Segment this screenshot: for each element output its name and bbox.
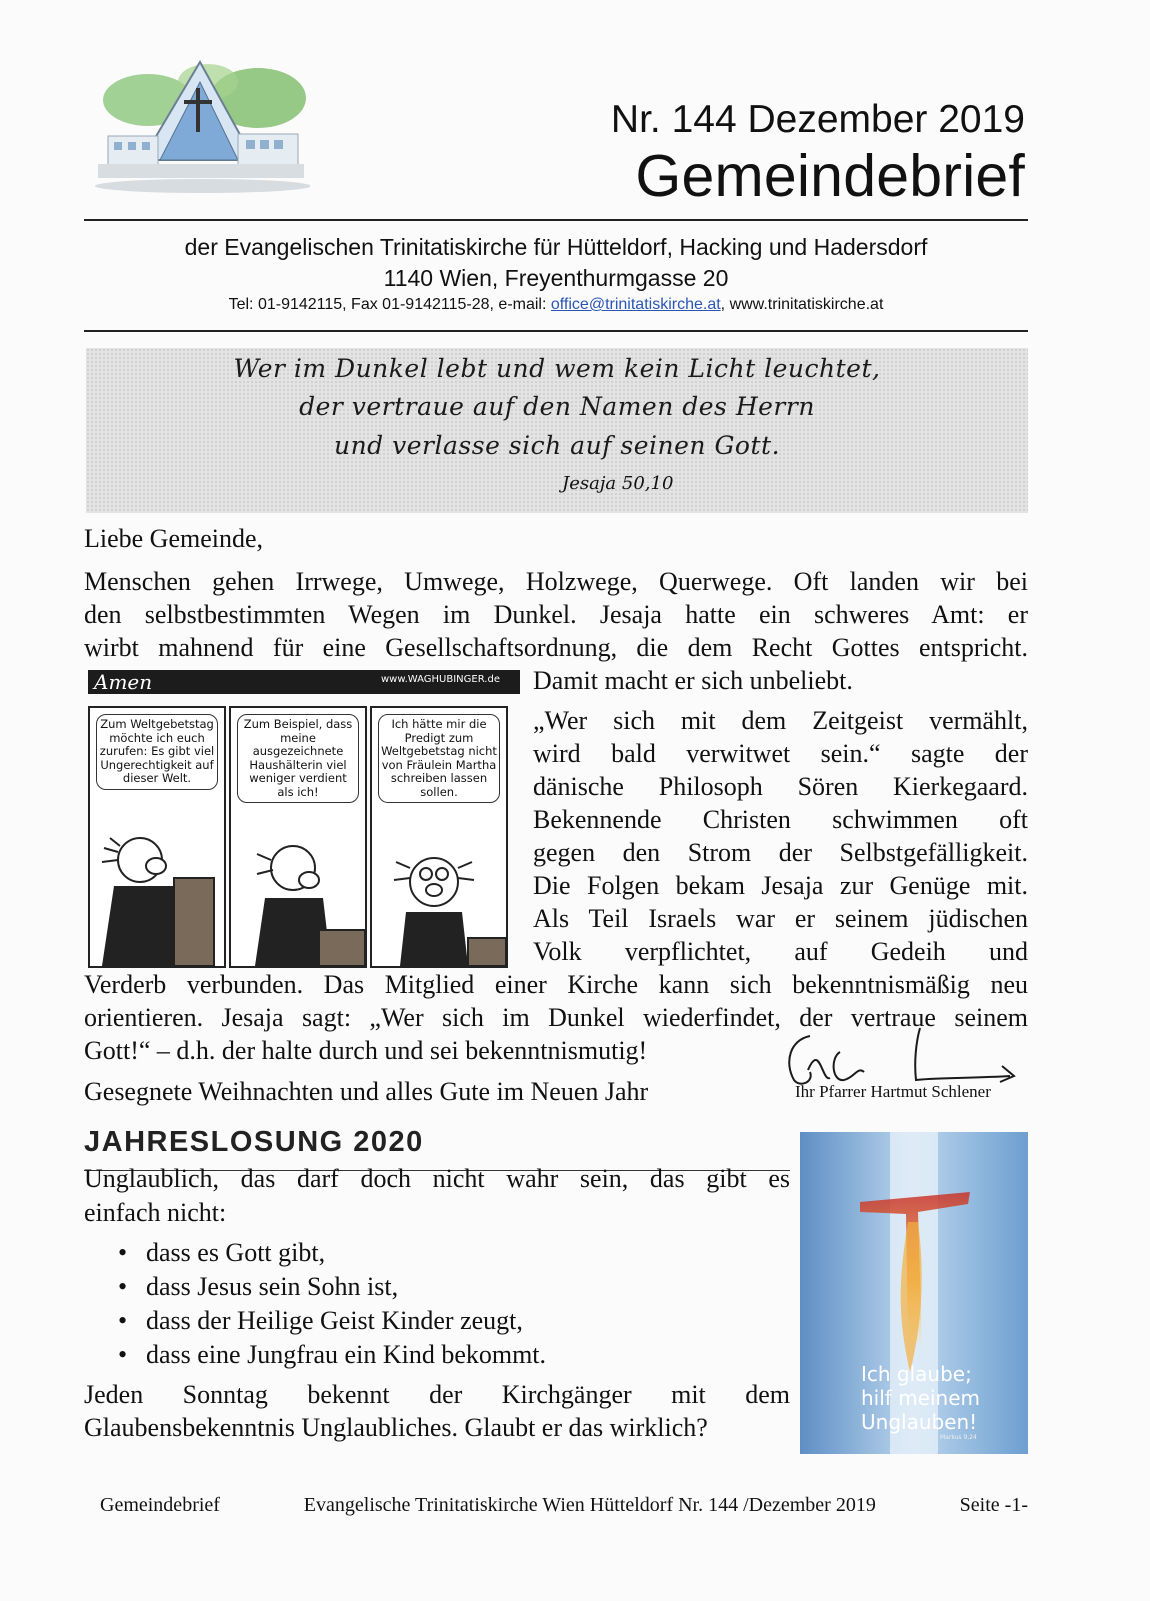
- closing-line: Gesegnete Weihnachten und alles Gute im Neuen Jahr: [84, 1077, 649, 1106]
- issue-number: Nr. 144 Dezember 2019: [610, 98, 1025, 141]
- comic-logo: Amen: [94, 670, 153, 694]
- comic-url: www.WAGHUBINGER.de: [380, 674, 500, 685]
- organization-name: der Evangelischen Trinitatiskirche für Hütteldorf, Hacking und Hadersdorf: [184, 234, 928, 260]
- email-link[interactable]: office@trinitatiskirche.at: [550, 296, 721, 313]
- jahreslosung-card-image: [800, 1132, 1028, 1454]
- card-reference: Markus 9,24: [940, 1434, 977, 1441]
- contact-prefix: Tel: 01-9142115, Fax 01-9142115-28, e-mail:: [228, 296, 551, 313]
- list-item: • dass eine Jungfrau ein Kind bekommt.: [116, 1338, 546, 1372]
- pastor-figure-icon: [90, 808, 224, 966]
- church-illustration: [88, 60, 310, 200]
- header-rule-bottom: [84, 330, 1028, 332]
- letter-right-line-8: Volk verpflichtet, auf Gedeih und: [533, 937, 1028, 966]
- letter-line-3: wirbt mahnend für eine Gesellschaftsordnung, die dem Recht Gottes entspricht.: [84, 633, 1028, 662]
- comic-header-bar: [88, 670, 520, 694]
- page-footer: [84, 1494, 1028, 1517]
- jahreslosung-heading: JAHRESLOSUNG 2020: [84, 1126, 424, 1158]
- salutation: Liebe Gemeinde,: [84, 524, 264, 553]
- jahreslosung-outro-2: Glaubensbekenntnis Unglaubliches. Glaubt er das wirklich?: [84, 1413, 708, 1442]
- letter-right-line-5: gegen den Strom der Selbstgefälligkeit.: [533, 838, 1028, 867]
- card-caption: [861, 1362, 980, 1434]
- comic-panel-2: [229, 706, 367, 968]
- address: 1140 Wien, Freyenthurmgasse 20: [383, 265, 729, 291]
- letter-line-2: den selbstbestimmten Wegen im Dunkel. Jesaja hatte ein schweres Amt: er: [84, 600, 1028, 629]
- header-rule-top: [84, 219, 1028, 221]
- pastor-thinking-icon: [372, 808, 506, 966]
- speech-bubble-1: Zum Weltgebetstag möchte ich euch zurufen: Es gibt viel Ungerechtigkeit auf dieser Welt.: [96, 714, 218, 790]
- letter-line-4: Damit macht er sich unbeliebt.: [533, 666, 853, 695]
- contact-line: [84, 296, 1028, 314]
- quote-line-1: Wer im Dunkel lebt und wem kein Licht leuchtet,: [233, 354, 881, 383]
- list-item: • dass es Gott gibt,: [116, 1236, 546, 1270]
- letter-bottom-line-2: orientieren. Jesaja sagt: „Wer sich im Dunkel wiederfindet, der vertraue seinem: [84, 1003, 1028, 1032]
- footer-left: Gemeindebrief: [100, 1494, 220, 1516]
- jahreslosung-bullet-list: [116, 1236, 546, 1372]
- thought-bubble-3: Ich hätte mir die Predigt zum Weltgebetstag nicht von Fräulein Martha schreiben lassen sollen.: [378, 714, 500, 803]
- jahreslosung-intro-2: einfach nicht:: [84, 1198, 227, 1227]
- list-item: • dass Jesus sein Sohn ist,: [116, 1270, 546, 1304]
- jahreslosung-outro-1: Jeden Sonntag bekennt der Kirchgänger mit dem: [84, 1380, 790, 1409]
- letter-line-1: Menschen gehen Irrwege, Umwege, Holzwege, Querwege. Oft landen wir bei: [84, 567, 1028, 596]
- letter-right-line-2: wird bald verwitwet sein.“ sagte der: [533, 739, 1028, 768]
- letter-right-line-4: Bekennende Christen schwimmen oft: [533, 805, 1028, 834]
- comic-panel-1: [88, 706, 226, 968]
- quote-line-3: und verlasse sich auf seinen Gott.: [333, 431, 781, 460]
- comic-strip: [88, 670, 520, 970]
- card-caption-line-3: Unglauben!: [861, 1410, 978, 1434]
- speech-bubble-2: Zum Beispiel, dass meine ausgezeichnete Haushälterin viel weniger verdient als ich!: [237, 714, 359, 803]
- letter-bottom-line-1: Verderb verbunden. Das Mitglied einer Kirche kann sich bekenntnismäßig neu: [84, 970, 1028, 999]
- letter-right-line-6: Die Folgen bekam Jesaja zur Genüge mit.: [533, 871, 1028, 900]
- contact-suffix: , www.trinitatiskirche.at: [720, 296, 884, 313]
- letter-bottom-line-3: Gott!“ – d.h. der halte durch und sei bekenntnismutig!: [84, 1036, 648, 1065]
- letter-right-line-7: Als Teil Israels war er seinem jüdischen: [533, 904, 1028, 933]
- letter-right-line-1: „Wer sich mit dem Zeitgeist vermählt,: [533, 706, 1028, 735]
- card-caption-line-1: Ich glaube;: [861, 1362, 972, 1386]
- pastor-writing-icon: [231, 808, 365, 966]
- card-caption-line-2: hilf meinem: [861, 1386, 980, 1410]
- signature-name: Ihr Pfarrer Hartmut Schlener: [795, 1082, 991, 1101]
- newsletter-title: Gemeindebrief: [635, 143, 1025, 209]
- jahreslosung-intro-1: Unglaublich, das darf doch nicht wahr sein, das gibt es: [84, 1164, 790, 1193]
- letter-right-line-3: dänische Philosoph Sören Kierkegaard.: [533, 772, 1028, 801]
- quote-line-2: der vertraue auf den Namen des Herrn: [299, 392, 815, 421]
- bible-quote-box: [86, 348, 1028, 513]
- footer-center: Evangelische Trinitatiskirche Wien Hütteldorf Nr. 144 /Dezember 2019: [303, 1494, 876, 1516]
- quote-reference: Jesaja 50,10: [562, 473, 674, 494]
- comic-panel-3: [370, 706, 508, 968]
- footer-page-number: Seite -1-: [959, 1494, 1028, 1516]
- list-item: • dass der Heilige Geist Kinder zeugt,: [116, 1304, 546, 1338]
